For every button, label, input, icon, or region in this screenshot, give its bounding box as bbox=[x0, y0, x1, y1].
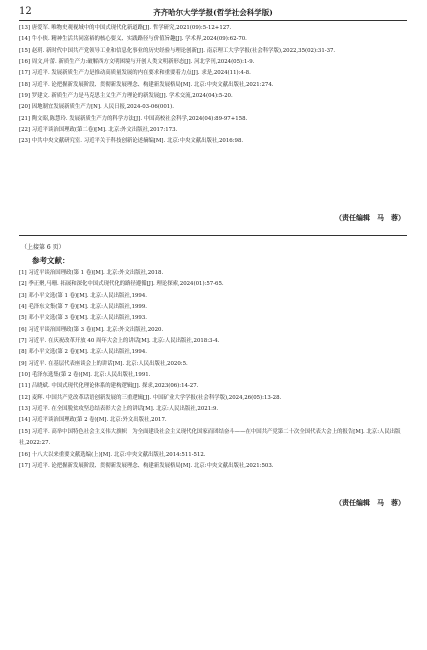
reference-item: [8] 邓小平文选(第 2 卷)[M]. 北京:人民出版社,1994. bbox=[19, 349, 147, 356]
reference-item: [3] 邓小平文选(第 1 卷)[M]. 北京:人民出版社,1994. bbox=[19, 292, 147, 299]
reference-item: [6] 习近平谈治国理政(第 3 卷)[M]. 北京:外文出版社,2020. bbox=[19, 326, 164, 333]
reference-item: [12] 麦辉. 中国共产党改革话语创新发展的三重逻辑[J]. 中国矿业大学学报(社会科学版),2024,26(05):13-28. bbox=[19, 394, 282, 401]
top-reference-list bbox=[19, 23, 407, 148]
reference-item: [13] 习近平. 在全国脱贫攻坚总结表彰大会上的讲话[M]. 北京:人民出版社,2021:9. bbox=[19, 406, 219, 413]
reference-item: [11] 吕晓斌. 中国式现代化理论体系的建构逻辑[J]. 探求,2023(06):14-27. bbox=[19, 383, 199, 390]
reference-item: [13] 唐爱军. 唯物史观视域中的中国式现代化新道路[J]. 哲学研究,2021(09):5-12+127. bbox=[19, 25, 232, 31]
reference-item: [4] 毛泽东文集(第 7 卷)[M]. 北京:人民出版社,1999. bbox=[19, 304, 147, 311]
reference-item: [1] 习近平谈治国理政(第 1 卷)[M]. 北京:外文出版社,2018. bbox=[19, 270, 164, 276]
reference-item: [18] 习近平. 论把握新发展阶段、贯彻新发展理念、构建新发展格局[M]. 北京:中央文献出版社,2021:274. bbox=[19, 81, 274, 88]
reference-item: [10] 毛泽东选集(第 2 卷)[M]. 北京:人民出版社,1991. bbox=[19, 372, 151, 379]
reference-item: [7] 习近平. 在庆祝改革开放 40 周年大会上的讲话[M]. 北京:人民出版社,2018:3-4. bbox=[19, 338, 220, 345]
reference-item: [17] 习近平. 论把握新发展阶段、贯彻新发展理念、构建新发展格局[M]. 北京:中央文献出版社,2021:503. bbox=[19, 462, 274, 469]
reference-item: [23] 中共中央文献研究室. 习近平关于科技创新论述摘编[M]. 北京:中央文献出版社,2016:98. bbox=[19, 138, 244, 145]
reference-item: [15] 赵玥. 新时代中国共产党领导工业和信息化事业的历史经验与理论创新[J]. 南京理工大学学报(社会科学版),2022,35(02):31-37. bbox=[19, 47, 336, 54]
reference-item: [9] 习近平. 在基层代表座谈会上的讲话[M]. 北京:人民出版社,2020:5. bbox=[19, 360, 188, 367]
reference-item: [17] 习近平. 发展新质生产力是推动高质量发展的内在要求和重要着力点[J]. 求是,2024(11):4-8. bbox=[19, 70, 251, 77]
page-number: 12 bbox=[19, 6, 32, 17]
references-heading: 参考文献： bbox=[32, 256, 70, 265]
section-divider bbox=[19, 235, 407, 236]
reference-item: [21] 陶文昭,陈慧玲. 发展新质生产力的科学方法[J]. 中国高校社会科学,2024(04):89-97+158. bbox=[19, 115, 248, 122]
reference-item: [14] 习近平谈治国理政(第 2 卷)[M]. 北京:外文出版社,2017. bbox=[19, 417, 167, 424]
editor-note-bottom: （责任编辑 马 蓉） bbox=[335, 498, 405, 507]
continued-from-note: （上接第 6 页） bbox=[21, 244, 65, 251]
journal-title: 齐齐哈尔大学学报(哲学社会科学版) bbox=[153, 8, 273, 17]
page-header bbox=[19, 6, 407, 20]
reference-item: [15] 习近平. 高举中国特色社会主义伟大旗帜 为全面建设社会主义现代化国家而团结奋斗——在中国共产党第二十次全国代表大会上的报告[M]. 北京:人民出版社,2022:27. bbox=[19, 428, 401, 447]
reference-item: [20] 因地制宜发展新质生产力[N]. 人民日报,2024-03-06(001). bbox=[19, 104, 174, 111]
reference-item: [2] 季正聚,马珊. 拓展和深化中国式现代化的路径遵循[J]. 理论探索,2024(01):57-65. bbox=[19, 281, 224, 288]
editor-note-top: （责任编辑 马 蓉） bbox=[335, 213, 405, 222]
reference-item: [16] 十八大以来重要文献选编(上)[M]. 北京:中央文献出版社,2014:511-512. bbox=[19, 451, 206, 458]
header-rule bbox=[19, 20, 407, 21]
reference-item: [16] 周文,叶蕾. 新质生产力:破解西方文明困境与开创人类文明新形态[J]. 河北学刊,2024(05):1-9. bbox=[19, 59, 255, 66]
reference-item: [14] 牛小侠. 精神生活共同富裕的核心要义、实践路径与价值旨趣[J]. 学术界,2024(09):62-70. bbox=[19, 36, 247, 43]
reference-item: [5] 邓小平文选(第 3 卷)[M]. 北京:人民出版社,1993. bbox=[19, 315, 147, 322]
reference-item: [22] 习近平谈治国理政(第二卷)[M]. 北京:外文出版社,2017:173. bbox=[19, 127, 178, 134]
reference-item: [19] 罗建文. 新质生产力是马克思主义生产力理论的新发展[J]. 学术交流,2024(04):5-20. bbox=[19, 93, 233, 100]
bottom-reference-list bbox=[19, 268, 407, 472]
